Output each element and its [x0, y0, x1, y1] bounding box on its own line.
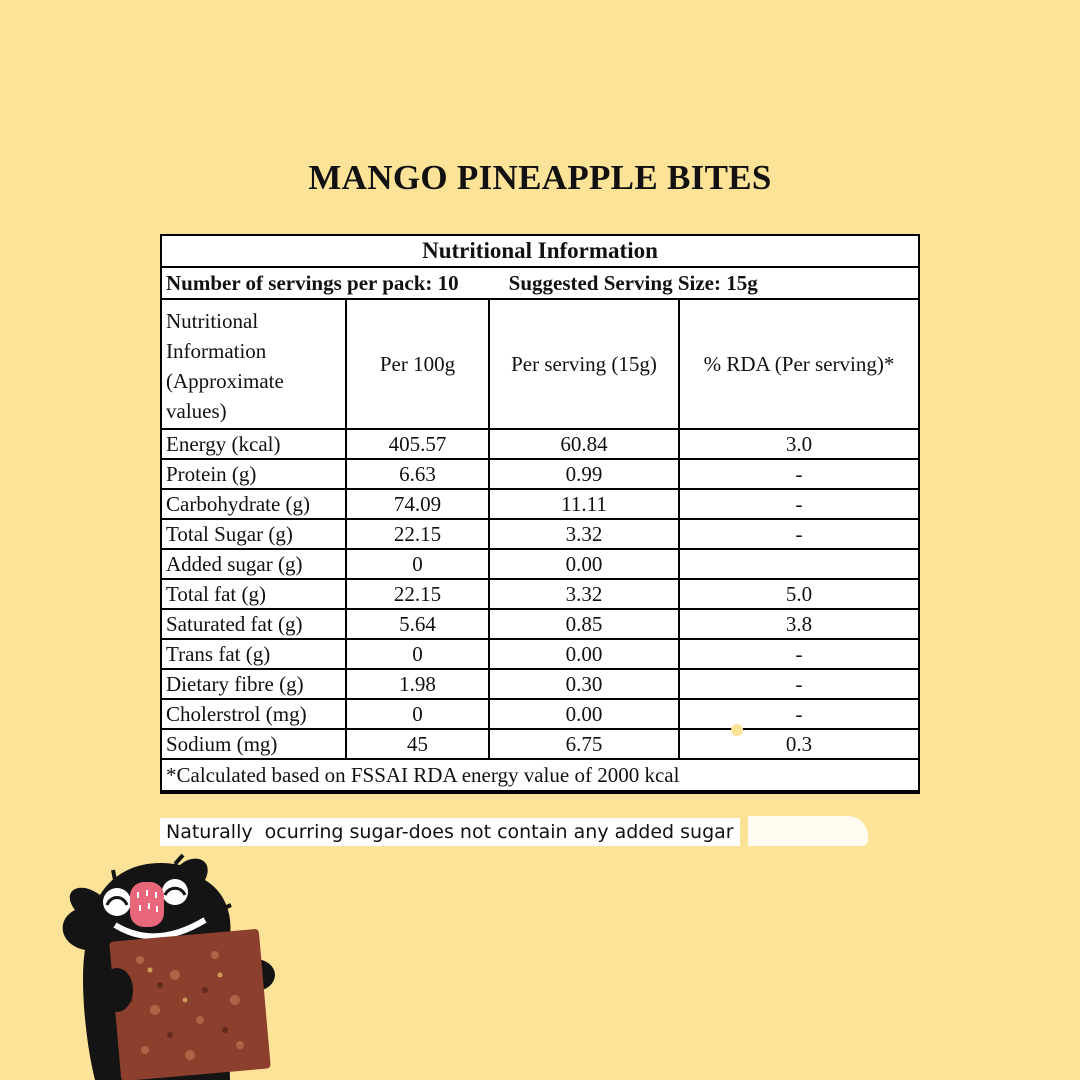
nutrient-name: Protein (g) — [162, 459, 346, 489]
table-row — [162, 729, 918, 759]
rda-value: 0.3 — [679, 729, 918, 759]
page-title: MANGO PINEAPPLE BITES — [308, 158, 772, 197]
nutrient-name: Total fat (g) — [162, 579, 346, 609]
nutrient-name: Sodium (mg) — [162, 729, 346, 759]
nutrient-name: Added sugar (g) — [162, 549, 346, 579]
table-row — [162, 579, 918, 609]
nutrient-name: Saturated fat (g) — [162, 609, 346, 639]
sugar-note: Naturally ocurring sugar-does not contain any added sugar — [160, 818, 740, 846]
table-footnote: *Calculated based on FSSAI RDA energy value of 2000 kcal — [162, 759, 918, 791]
table-row — [162, 519, 918, 549]
rda-value: - — [679, 699, 918, 729]
table-row — [162, 639, 918, 669]
table-heading: Nutritional Information — [162, 236, 918, 267]
column-header-perserving: Per serving (15g) — [489, 299, 679, 429]
table-row — [162, 429, 918, 459]
rda-value: 3.8 — [679, 609, 918, 639]
rda-value: - — [679, 459, 918, 489]
per100-value: 22.15 — [346, 519, 489, 549]
monster-holding-bar-icon — [55, 850, 285, 1080]
rda-value: - — [679, 519, 918, 549]
perserving-value: 60.84 — [489, 429, 679, 459]
per100-value: 45 — [346, 729, 489, 759]
column-header-rda: % RDA (Per serving)* — [679, 299, 918, 429]
header-line: Information — [166, 339, 267, 363]
nutrient-name: Cholerstrol (mg) — [162, 699, 346, 729]
perserving-value: 3.32 — [489, 579, 679, 609]
rda-value: - — [679, 639, 918, 669]
nutrition-table — [160, 234, 920, 794]
column-header-per100: Per 100g — [346, 299, 489, 429]
column-header-nutrient — [162, 299, 346, 429]
nutrient-name: Energy (kcal) — [162, 429, 346, 459]
perserving-value: 0.85 — [489, 609, 679, 639]
table-row — [162, 489, 918, 519]
perserving-value: 0.00 — [489, 699, 679, 729]
header-line: Nutritional — [166, 309, 259, 333]
nutrient-name: Dietary fibre (g) — [162, 669, 346, 699]
per100-value: 6.63 — [346, 459, 489, 489]
per100-value: 1.98 — [346, 669, 489, 699]
nutrient-name: Total Sugar (g) — [162, 519, 346, 549]
rda-value: - — [679, 669, 918, 699]
perserving-value: 6.75 — [489, 729, 679, 759]
nutrient-name: Trans fat (g) — [162, 639, 346, 669]
serving-size: Suggested Serving Size: 15g — [508, 270, 758, 295]
per100-value: 5.64 — [346, 609, 489, 639]
per100-value: 0 — [346, 699, 489, 729]
header-line: (Approximate — [166, 369, 284, 393]
rda-value: 5.0 — [679, 579, 918, 609]
servings-per-pack: Number of servings per pack: 10 — [166, 270, 459, 295]
perserving-value: 3.32 — [489, 519, 679, 549]
per100-value: 0 — [346, 549, 489, 579]
perserving-value: 0.99 — [489, 459, 679, 489]
rda-value: 3.0 — [679, 429, 918, 459]
perserving-value: 0.00 — [489, 639, 679, 669]
decorative-dot — [731, 724, 743, 736]
serving-info — [162, 267, 918, 299]
rda-value — [679, 549, 918, 579]
perserving-value: 11.11 — [489, 489, 679, 519]
table-row — [162, 669, 918, 699]
table-row — [162, 699, 918, 729]
nutrition-grid — [162, 236, 918, 792]
per100-value: 74.09 — [346, 489, 489, 519]
perserving-value: 0.00 — [489, 549, 679, 579]
table-row — [162, 549, 918, 579]
header-line: values) — [166, 399, 227, 423]
perserving-value: 0.30 — [489, 669, 679, 699]
rda-value: - — [679, 489, 918, 519]
table-row — [162, 609, 918, 639]
column-header-row — [162, 299, 918, 429]
note-highlight — [748, 816, 868, 846]
per100-value: 0 — [346, 639, 489, 669]
nutrient-name: Carbohydrate (g) — [162, 489, 346, 519]
per100-value: 22.15 — [346, 579, 489, 609]
table-row — [162, 459, 918, 489]
per100-value: 405.57 — [346, 429, 489, 459]
